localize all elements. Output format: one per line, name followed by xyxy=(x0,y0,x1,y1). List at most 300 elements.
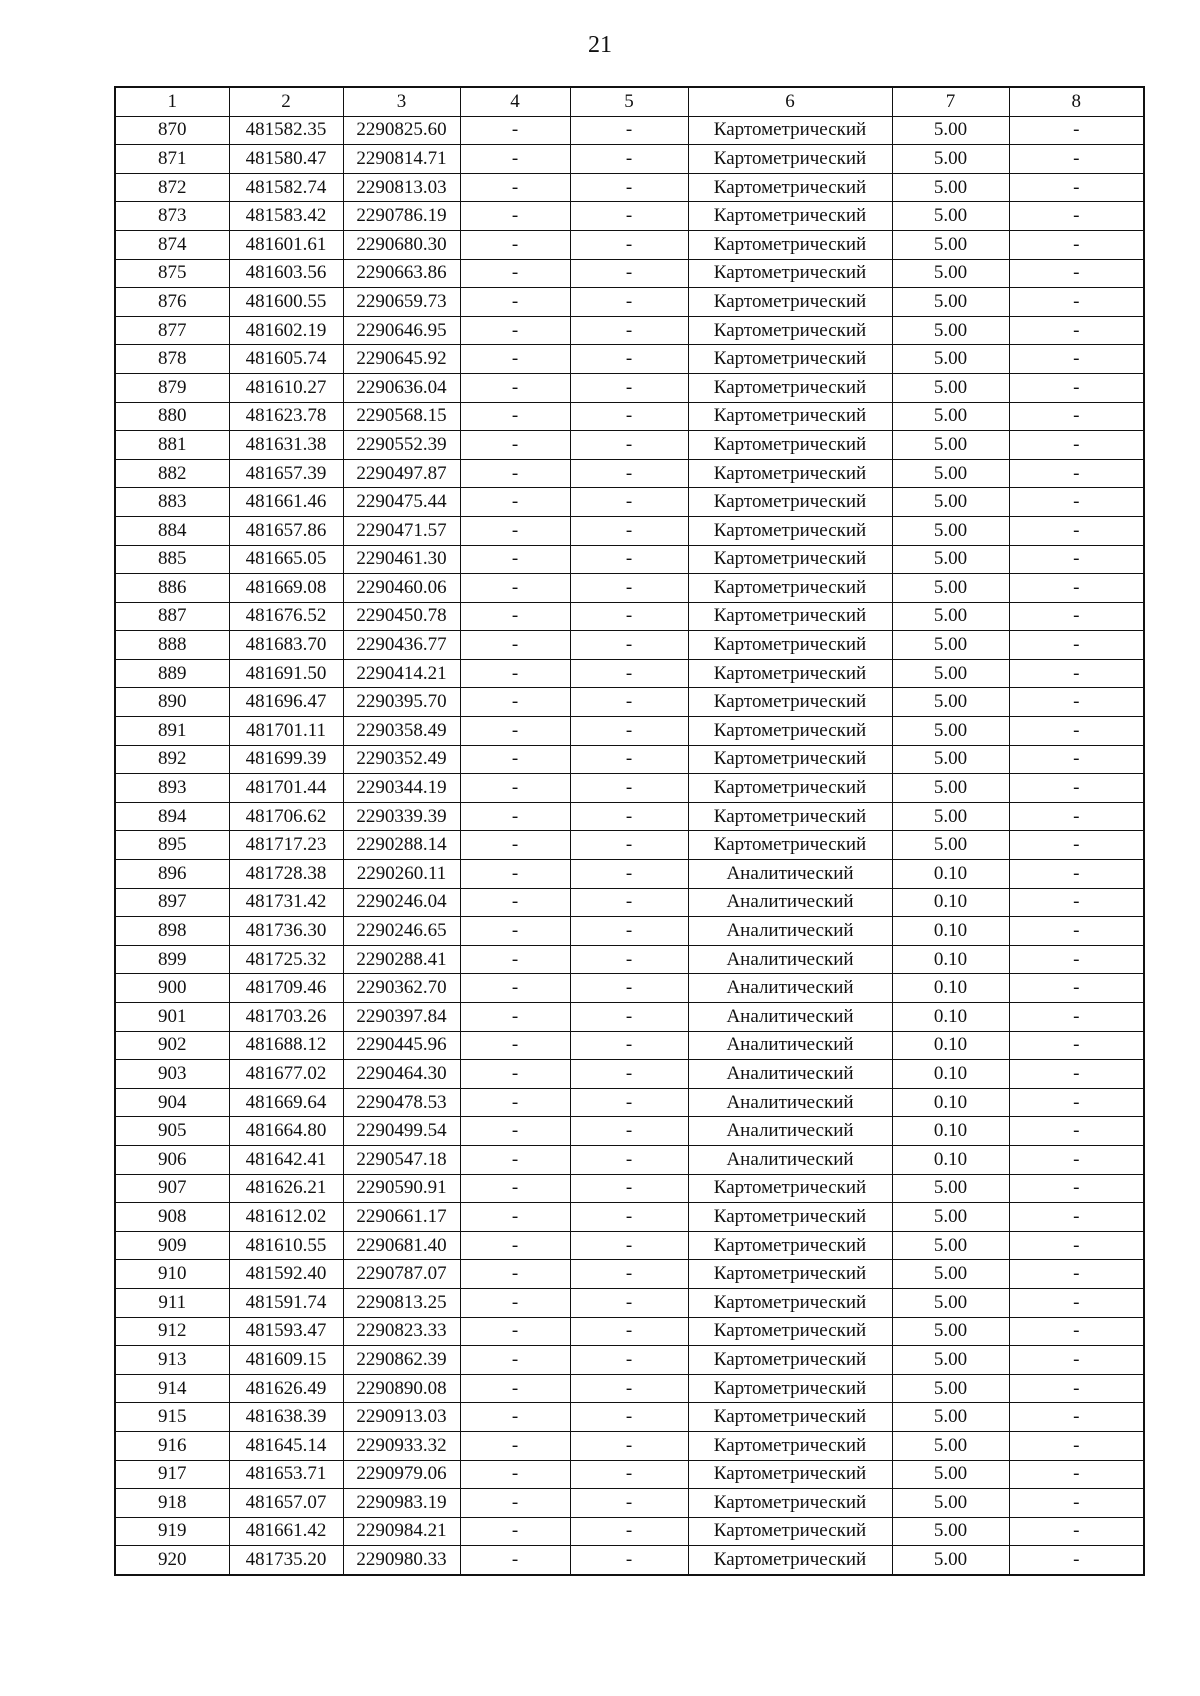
method-cell: Аналитический xyxy=(688,945,892,974)
col5-value-cell: - xyxy=(570,602,688,631)
x-coordinate-cell: 481701.44 xyxy=(229,774,343,803)
col5-value-cell: - xyxy=(570,1231,688,1260)
point-number-cell: 895 xyxy=(115,831,229,860)
method-cell: Аналитический xyxy=(688,917,892,946)
col4-value-cell: - xyxy=(460,574,570,603)
method-cell: Картометрический xyxy=(688,431,892,460)
col8-value-cell: - xyxy=(1009,745,1144,774)
col4-value-cell: - xyxy=(460,345,570,374)
point-number-cell: 880 xyxy=(115,402,229,431)
point-number-cell: 911 xyxy=(115,1288,229,1317)
method-cell: Картометрический xyxy=(688,173,892,202)
y-coordinate-cell: 2290436.77 xyxy=(343,631,460,660)
y-coordinate-cell: 2290983.19 xyxy=(343,1489,460,1518)
col5-value-cell: - xyxy=(570,1260,688,1289)
x-coordinate-cell: 481638.39 xyxy=(229,1403,343,1432)
y-coordinate-cell: 2290681.40 xyxy=(343,1231,460,1260)
column-header-1: 1 xyxy=(115,87,229,116)
col4-value-cell: - xyxy=(460,1317,570,1346)
col4-value-cell: - xyxy=(460,1060,570,1089)
table-row xyxy=(115,945,1144,974)
y-coordinate-cell: 2290344.19 xyxy=(343,774,460,803)
point-number-cell: 915 xyxy=(115,1403,229,1432)
point-number-cell: 879 xyxy=(115,373,229,402)
accuracy-cell: 5.00 xyxy=(892,1346,1009,1375)
page-number: 21 xyxy=(588,32,612,58)
col4-value-cell: - xyxy=(460,516,570,545)
col5-value-cell: - xyxy=(570,173,688,202)
col8-value-cell: - xyxy=(1009,1546,1144,1575)
col4-value-cell: - xyxy=(460,1489,570,1518)
method-cell: Картометрический xyxy=(688,774,892,803)
method-cell: Картометрический xyxy=(688,717,892,746)
col4-value-cell: - xyxy=(460,116,570,145)
y-coordinate-cell: 2290460.06 xyxy=(343,574,460,603)
method-cell: Аналитический xyxy=(688,1117,892,1146)
col4-value-cell: - xyxy=(460,373,570,402)
col5-value-cell: - xyxy=(570,1203,688,1232)
table-body xyxy=(115,116,1144,1575)
method-cell: Картометрический xyxy=(688,1231,892,1260)
x-coordinate-cell: 481645.14 xyxy=(229,1431,343,1460)
point-number-cell: 894 xyxy=(115,802,229,831)
x-coordinate-cell: 481601.61 xyxy=(229,230,343,259)
x-coordinate-cell: 481612.02 xyxy=(229,1203,343,1232)
accuracy-cell: 5.00 xyxy=(892,802,1009,831)
method-cell: Картометрический xyxy=(688,1489,892,1518)
table-row xyxy=(115,288,1144,317)
method-cell: Аналитический xyxy=(688,860,892,889)
col5-value-cell: - xyxy=(570,516,688,545)
table-row xyxy=(115,574,1144,603)
col4-value-cell: - xyxy=(460,831,570,860)
table-row xyxy=(115,1003,1144,1032)
method-cell: Картометрический xyxy=(688,1546,892,1575)
col5-value-cell: - xyxy=(570,431,688,460)
col5-value-cell: - xyxy=(570,631,688,660)
method-cell: Аналитический xyxy=(688,974,892,1003)
y-coordinate-cell: 2290979.06 xyxy=(343,1460,460,1489)
y-coordinate-cell: 2290984.21 xyxy=(343,1517,460,1546)
point-number-cell: 891 xyxy=(115,717,229,746)
y-coordinate-cell: 2290813.25 xyxy=(343,1288,460,1317)
col5-value-cell: - xyxy=(570,1517,688,1546)
y-coordinate-cell: 2290547.18 xyxy=(343,1145,460,1174)
point-number-cell: 902 xyxy=(115,1031,229,1060)
table-row xyxy=(115,1031,1144,1060)
col8-value-cell: - xyxy=(1009,574,1144,603)
x-coordinate-cell: 481603.56 xyxy=(229,259,343,288)
point-number-cell: 896 xyxy=(115,860,229,889)
col5-value-cell: - xyxy=(570,688,688,717)
col4-value-cell: - xyxy=(460,1117,570,1146)
y-coordinate-cell: 2290497.87 xyxy=(343,459,460,488)
x-coordinate-cell: 481623.78 xyxy=(229,402,343,431)
col8-value-cell: - xyxy=(1009,1460,1144,1489)
point-number-cell: 887 xyxy=(115,602,229,631)
table-row xyxy=(115,1060,1144,1089)
col4-value-cell: - xyxy=(460,1546,570,1575)
col8-value-cell: - xyxy=(1009,1031,1144,1060)
accuracy-cell: 5.00 xyxy=(892,1546,1009,1575)
point-number-cell: 884 xyxy=(115,516,229,545)
col5-value-cell: - xyxy=(570,1403,688,1432)
table-row xyxy=(115,373,1144,402)
col8-value-cell: - xyxy=(1009,402,1144,431)
point-number-cell: 913 xyxy=(115,1346,229,1375)
accuracy-cell: 0.10 xyxy=(892,1031,1009,1060)
y-coordinate-cell: 2290246.04 xyxy=(343,888,460,917)
col8-value-cell: - xyxy=(1009,1060,1144,1089)
col8-value-cell: - xyxy=(1009,1374,1144,1403)
accuracy-cell: 5.00 xyxy=(892,1174,1009,1203)
col4-value-cell: - xyxy=(460,173,570,202)
col4-value-cell: - xyxy=(460,917,570,946)
method-cell: Картометрический xyxy=(688,1260,892,1289)
accuracy-cell: 0.10 xyxy=(892,1060,1009,1089)
accuracy-cell: 5.00 xyxy=(892,1403,1009,1432)
method-cell: Картометрический xyxy=(688,1403,892,1432)
col4-value-cell: - xyxy=(460,1431,570,1460)
table-row xyxy=(115,259,1144,288)
y-coordinate-cell: 2290552.39 xyxy=(343,431,460,460)
point-number-cell: 912 xyxy=(115,1317,229,1346)
method-cell: Картометрический xyxy=(688,373,892,402)
table-row xyxy=(115,1374,1144,1403)
accuracy-cell: 5.00 xyxy=(892,745,1009,774)
col8-value-cell: - xyxy=(1009,717,1144,746)
y-coordinate-cell: 2290862.39 xyxy=(343,1346,460,1375)
point-number-cell: 900 xyxy=(115,974,229,1003)
col4-value-cell: - xyxy=(460,1174,570,1203)
point-number-cell: 876 xyxy=(115,288,229,317)
x-coordinate-cell: 481591.74 xyxy=(229,1288,343,1317)
accuracy-cell: 5.00 xyxy=(892,202,1009,231)
col4-value-cell: - xyxy=(460,631,570,660)
column-header-4: 4 xyxy=(460,87,570,116)
accuracy-cell: 5.00 xyxy=(892,774,1009,803)
table-row xyxy=(115,1403,1144,1432)
y-coordinate-cell: 2290590.91 xyxy=(343,1174,460,1203)
accuracy-cell: 5.00 xyxy=(892,145,1009,174)
accuracy-cell: 5.00 xyxy=(892,1489,1009,1518)
column-header-8: 8 xyxy=(1009,87,1144,116)
col8-value-cell: - xyxy=(1009,1003,1144,1032)
col8-value-cell: - xyxy=(1009,1288,1144,1317)
y-coordinate-cell: 2290568.15 xyxy=(343,402,460,431)
col5-value-cell: - xyxy=(570,488,688,517)
method-cell: Аналитический xyxy=(688,1031,892,1060)
accuracy-cell: 0.10 xyxy=(892,1117,1009,1146)
method-cell: Картометрический xyxy=(688,688,892,717)
x-coordinate-cell: 481669.64 xyxy=(229,1088,343,1117)
col4-value-cell: - xyxy=(460,1031,570,1060)
x-coordinate-cell: 481582.35 xyxy=(229,116,343,145)
x-coordinate-cell: 481583.42 xyxy=(229,202,343,231)
col8-value-cell: - xyxy=(1009,917,1144,946)
method-cell: Аналитический xyxy=(688,1003,892,1032)
y-coordinate-cell: 2290813.03 xyxy=(343,173,460,202)
point-number-cell: 904 xyxy=(115,1088,229,1117)
accuracy-cell: 5.00 xyxy=(892,1231,1009,1260)
x-coordinate-cell: 481642.41 xyxy=(229,1145,343,1174)
point-number-cell: 875 xyxy=(115,259,229,288)
col5-value-cell: - xyxy=(570,802,688,831)
col5-value-cell: - xyxy=(570,545,688,574)
col4-value-cell: - xyxy=(460,1374,570,1403)
method-cell: Аналитический xyxy=(688,1088,892,1117)
col8-value-cell: - xyxy=(1009,459,1144,488)
x-coordinate-cell: 481683.70 xyxy=(229,631,343,660)
col4-value-cell: - xyxy=(460,974,570,1003)
x-coordinate-cell: 481703.26 xyxy=(229,1003,343,1032)
y-coordinate-cell: 2290464.30 xyxy=(343,1060,460,1089)
col8-value-cell: - xyxy=(1009,974,1144,1003)
accuracy-cell: 5.00 xyxy=(892,631,1009,660)
col4-value-cell: - xyxy=(460,431,570,460)
x-coordinate-cell: 481626.21 xyxy=(229,1174,343,1203)
point-number-cell: 888 xyxy=(115,631,229,660)
accuracy-cell: 0.10 xyxy=(892,945,1009,974)
col8-value-cell: - xyxy=(1009,631,1144,660)
column-header-5: 5 xyxy=(570,87,688,116)
accuracy-cell: 0.10 xyxy=(892,1145,1009,1174)
table-row xyxy=(115,1517,1144,1546)
table-row xyxy=(115,774,1144,803)
y-coordinate-cell: 2290414.21 xyxy=(343,659,460,688)
table-row xyxy=(115,202,1144,231)
col5-value-cell: - xyxy=(570,1317,688,1346)
y-coordinate-cell: 2290636.04 xyxy=(343,373,460,402)
col5-value-cell: - xyxy=(570,745,688,774)
accuracy-cell: 5.00 xyxy=(892,1203,1009,1232)
point-number-cell: 905 xyxy=(115,1117,229,1146)
x-coordinate-cell: 481582.74 xyxy=(229,173,343,202)
point-number-cell: 877 xyxy=(115,316,229,345)
col4-value-cell: - xyxy=(460,1003,570,1032)
method-cell: Картометрический xyxy=(688,459,892,488)
table-row xyxy=(115,516,1144,545)
col8-value-cell: - xyxy=(1009,288,1144,317)
col8-value-cell: - xyxy=(1009,1231,1144,1260)
col8-value-cell: - xyxy=(1009,1489,1144,1518)
y-coordinate-cell: 2290645.92 xyxy=(343,345,460,374)
x-coordinate-cell: 481610.55 xyxy=(229,1231,343,1260)
col8-value-cell: - xyxy=(1009,802,1144,831)
table-row xyxy=(115,1288,1144,1317)
point-number-cell: 914 xyxy=(115,1374,229,1403)
method-cell: Картометрический xyxy=(688,116,892,145)
y-coordinate-cell: 2290980.33 xyxy=(343,1546,460,1575)
y-coordinate-cell: 2290471.57 xyxy=(343,516,460,545)
point-number-cell: 889 xyxy=(115,659,229,688)
accuracy-cell: 5.00 xyxy=(892,516,1009,545)
col8-value-cell: - xyxy=(1009,431,1144,460)
col4-value-cell: - xyxy=(460,1145,570,1174)
col5-value-cell: - xyxy=(570,888,688,917)
col5-value-cell: - xyxy=(570,1088,688,1117)
method-cell: Картометрический xyxy=(688,202,892,231)
point-number-cell: 897 xyxy=(115,888,229,917)
x-coordinate-cell: 481593.47 xyxy=(229,1317,343,1346)
x-coordinate-cell: 481665.05 xyxy=(229,545,343,574)
point-number-cell: 872 xyxy=(115,173,229,202)
point-number-cell: 899 xyxy=(115,945,229,974)
x-coordinate-cell: 481669.08 xyxy=(229,574,343,603)
col5-value-cell: - xyxy=(570,288,688,317)
y-coordinate-cell: 2290814.71 xyxy=(343,145,460,174)
table-row xyxy=(115,1546,1144,1575)
col4-value-cell: - xyxy=(460,774,570,803)
accuracy-cell: 5.00 xyxy=(892,1374,1009,1403)
col8-value-cell: - xyxy=(1009,1145,1144,1174)
x-coordinate-cell: 481736.30 xyxy=(229,917,343,946)
accuracy-cell: 5.00 xyxy=(892,831,1009,860)
table-row xyxy=(115,602,1144,631)
column-header-7: 7 xyxy=(892,87,1009,116)
col4-value-cell: - xyxy=(460,945,570,974)
y-coordinate-cell: 2290339.39 xyxy=(343,802,460,831)
col8-value-cell: - xyxy=(1009,1088,1144,1117)
point-number-cell: 903 xyxy=(115,1060,229,1089)
col8-value-cell: - xyxy=(1009,145,1144,174)
method-cell: Картометрический xyxy=(688,288,892,317)
col8-value-cell: - xyxy=(1009,1260,1144,1289)
x-coordinate-cell: 481592.40 xyxy=(229,1260,343,1289)
point-number-cell: 918 xyxy=(115,1489,229,1518)
col8-value-cell: - xyxy=(1009,1203,1144,1232)
point-number-cell: 873 xyxy=(115,202,229,231)
method-cell: Аналитический xyxy=(688,888,892,917)
accuracy-cell: 0.10 xyxy=(892,1088,1009,1117)
method-cell: Картометрический xyxy=(688,745,892,774)
method-cell: Картометрический xyxy=(688,516,892,545)
table-row xyxy=(115,860,1144,889)
col8-value-cell: - xyxy=(1009,116,1144,145)
x-coordinate-cell: 481605.74 xyxy=(229,345,343,374)
x-coordinate-cell: 481609.15 xyxy=(229,1346,343,1375)
point-number-cell: 871 xyxy=(115,145,229,174)
col5-value-cell: - xyxy=(570,574,688,603)
col8-value-cell: - xyxy=(1009,230,1144,259)
point-number-cell: 917 xyxy=(115,1460,229,1489)
col4-value-cell: - xyxy=(460,888,570,917)
point-number-cell: 886 xyxy=(115,574,229,603)
col8-value-cell: - xyxy=(1009,1117,1144,1146)
method-cell: Картометрический xyxy=(688,1374,892,1403)
col5-value-cell: - xyxy=(570,1003,688,1032)
col8-value-cell: - xyxy=(1009,602,1144,631)
accuracy-cell: 5.00 xyxy=(892,173,1009,202)
accuracy-cell: 5.00 xyxy=(892,459,1009,488)
y-coordinate-cell: 2290450.78 xyxy=(343,602,460,631)
col4-value-cell: - xyxy=(460,1231,570,1260)
accuracy-cell: 5.00 xyxy=(892,1431,1009,1460)
table-row xyxy=(115,116,1144,145)
x-coordinate-cell: 481731.42 xyxy=(229,888,343,917)
x-coordinate-cell: 481610.27 xyxy=(229,373,343,402)
point-number-cell: 883 xyxy=(115,488,229,517)
col8-value-cell: - xyxy=(1009,831,1144,860)
y-coordinate-cell: 2290823.33 xyxy=(343,1317,460,1346)
method-cell: Картометрический xyxy=(688,402,892,431)
method-cell: Картометрический xyxy=(688,259,892,288)
col8-value-cell: - xyxy=(1009,516,1144,545)
method-cell: Картометрический xyxy=(688,1288,892,1317)
col4-value-cell: - xyxy=(460,230,570,259)
y-coordinate-cell: 2290395.70 xyxy=(343,688,460,717)
col4-value-cell: - xyxy=(460,1288,570,1317)
col4-value-cell: - xyxy=(460,1517,570,1546)
col4-value-cell: - xyxy=(460,659,570,688)
x-coordinate-cell: 481661.46 xyxy=(229,488,343,517)
col4-value-cell: - xyxy=(460,1260,570,1289)
table-row xyxy=(115,974,1144,1003)
y-coordinate-cell: 2290661.17 xyxy=(343,1203,460,1232)
method-cell: Картометрический xyxy=(688,316,892,345)
y-coordinate-cell: 2290787.07 xyxy=(343,1260,460,1289)
column-header-2: 2 xyxy=(229,87,343,116)
col4-value-cell: - xyxy=(460,316,570,345)
x-coordinate-cell: 481657.39 xyxy=(229,459,343,488)
method-cell: Картометрический xyxy=(688,802,892,831)
method-cell: Картометрический xyxy=(688,831,892,860)
table-row xyxy=(115,659,1144,688)
point-number-cell: 906 xyxy=(115,1145,229,1174)
col5-value-cell: - xyxy=(570,860,688,889)
accuracy-cell: 5.00 xyxy=(892,316,1009,345)
col8-value-cell: - xyxy=(1009,173,1144,202)
col5-value-cell: - xyxy=(570,1060,688,1089)
y-coordinate-cell: 2290933.32 xyxy=(343,1431,460,1460)
col4-value-cell: - xyxy=(460,1346,570,1375)
point-number-cell: 916 xyxy=(115,1431,229,1460)
x-coordinate-cell: 481701.11 xyxy=(229,717,343,746)
accuracy-cell: 5.00 xyxy=(892,259,1009,288)
col5-value-cell: - xyxy=(570,1374,688,1403)
col5-value-cell: - xyxy=(570,1346,688,1375)
accuracy-cell: 5.00 xyxy=(892,688,1009,717)
table-row xyxy=(115,316,1144,345)
method-cell: Картометрический xyxy=(688,1317,892,1346)
table-row xyxy=(115,1489,1144,1518)
y-coordinate-cell: 2290646.95 xyxy=(343,316,460,345)
x-coordinate-cell: 481657.86 xyxy=(229,516,343,545)
y-coordinate-cell: 2290663.86 xyxy=(343,259,460,288)
point-number-cell: 920 xyxy=(115,1546,229,1575)
col8-value-cell: - xyxy=(1009,1431,1144,1460)
col4-value-cell: - xyxy=(460,259,570,288)
accuracy-cell: 5.00 xyxy=(892,717,1009,746)
table-row xyxy=(115,631,1144,660)
table-row xyxy=(115,1117,1144,1146)
col8-value-cell: - xyxy=(1009,488,1144,517)
y-coordinate-cell: 2290260.11 xyxy=(343,860,460,889)
accuracy-cell: 5.00 xyxy=(892,1517,1009,1546)
method-cell: Картометрический xyxy=(688,1174,892,1203)
col4-value-cell: - xyxy=(460,860,570,889)
point-number-cell: 910 xyxy=(115,1260,229,1289)
accuracy-cell: 5.00 xyxy=(892,431,1009,460)
y-coordinate-cell: 2290445.96 xyxy=(343,1031,460,1060)
method-cell: Картометрический xyxy=(688,574,892,603)
col5-value-cell: - xyxy=(570,230,688,259)
x-coordinate-cell: 481661.42 xyxy=(229,1517,343,1546)
point-number-cell: 893 xyxy=(115,774,229,803)
col5-value-cell: - xyxy=(570,917,688,946)
y-coordinate-cell: 2290680.30 xyxy=(343,230,460,259)
method-cell: Картометрический xyxy=(688,545,892,574)
